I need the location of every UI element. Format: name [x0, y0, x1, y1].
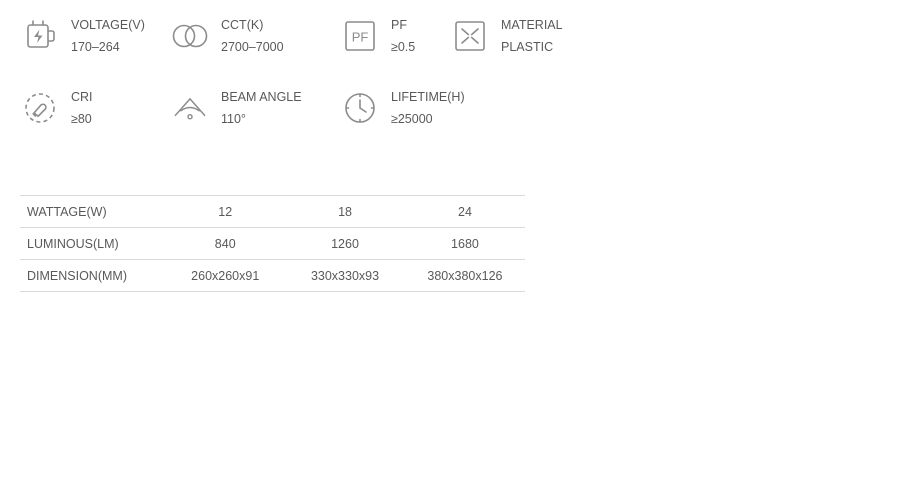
table-row: [20, 260, 525, 292]
row-value: 1260: [285, 228, 405, 260]
feature-lifetime-line2: ≥25000: [391, 112, 433, 126]
feature-cri-line1: CRI: [71, 90, 93, 105]
row-value: 260x260x91: [165, 260, 285, 292]
feature-cri: [18, 86, 168, 130]
row-label: DIMENSION(MM): [20, 260, 165, 292]
row-value: 380x380x126: [405, 260, 525, 292]
pf-square-icon: [338, 14, 382, 58]
feature-voltage-text: [71, 14, 145, 57]
two-circles-icon: [168, 14, 212, 58]
feature-lifetime-text: [391, 86, 465, 129]
feature-lifetime-line1: LIFETIME(H): [391, 90, 465, 105]
feature-material-text: [501, 14, 563, 57]
feature-material-line1: MATERIAL: [501, 18, 563, 33]
feature-power-factor-line1: PF: [391, 18, 407, 33]
row-value: 24: [405, 196, 525, 228]
row-value: 840: [165, 228, 285, 260]
feature-cct-line1: CCT(K): [221, 18, 264, 33]
feature-row-1: [18, 14, 638, 58]
row-value: 1680: [405, 228, 525, 260]
feature-cri-line2: ≥80: [71, 112, 92, 126]
feature-lifetime: [338, 86, 498, 130]
feature-power-factor: [338, 14, 448, 58]
row-value: 12: [165, 196, 285, 228]
feature-row-2: [18, 86, 638, 130]
dashed-circle-bulb-icon: [18, 86, 62, 130]
specification-table: [20, 195, 525, 292]
feature-beam-angle-line2: 110°: [221, 112, 246, 126]
feature-beam-angle-text: [221, 86, 302, 129]
feature-cct: [168, 14, 338, 58]
feature-cct-text: [221, 14, 284, 57]
plug-bolt-icon: [18, 14, 62, 58]
feature-cct-line2: 2700–7000: [221, 40, 284, 54]
crossed-square-icon: [448, 14, 492, 58]
row-label: LUMINOUS(LM): [20, 228, 165, 260]
feature-material: [448, 14, 588, 58]
feature-beam-angle: [168, 86, 338, 130]
clock-icon: [338, 86, 382, 130]
feature-voltage-line1: VOLTAGE(V): [71, 18, 145, 33]
beam-angle-icon: [168, 86, 212, 130]
table-row: [20, 228, 525, 260]
feature-material-line2: PLASTIC: [501, 40, 554, 54]
row-label: WATTAGE(W): [20, 196, 165, 228]
svg-text:PF: PF: [351, 29, 369, 45]
row-value: 330x330x93: [285, 260, 405, 292]
feature-power-factor-text: [391, 14, 415, 57]
row-value: 18: [285, 196, 405, 228]
feature-beam-angle-line1: BEAM ANGLE: [221, 90, 302, 105]
feature-cri-text: [71, 86, 93, 129]
feature-voltage: [18, 14, 168, 58]
feature-power-factor-line2: ≥0.5: [391, 40, 416, 54]
feature-icon-grid: [18, 14, 638, 130]
table-row: [20, 196, 525, 228]
feature-voltage-line2: 170–264: [71, 40, 120, 54]
